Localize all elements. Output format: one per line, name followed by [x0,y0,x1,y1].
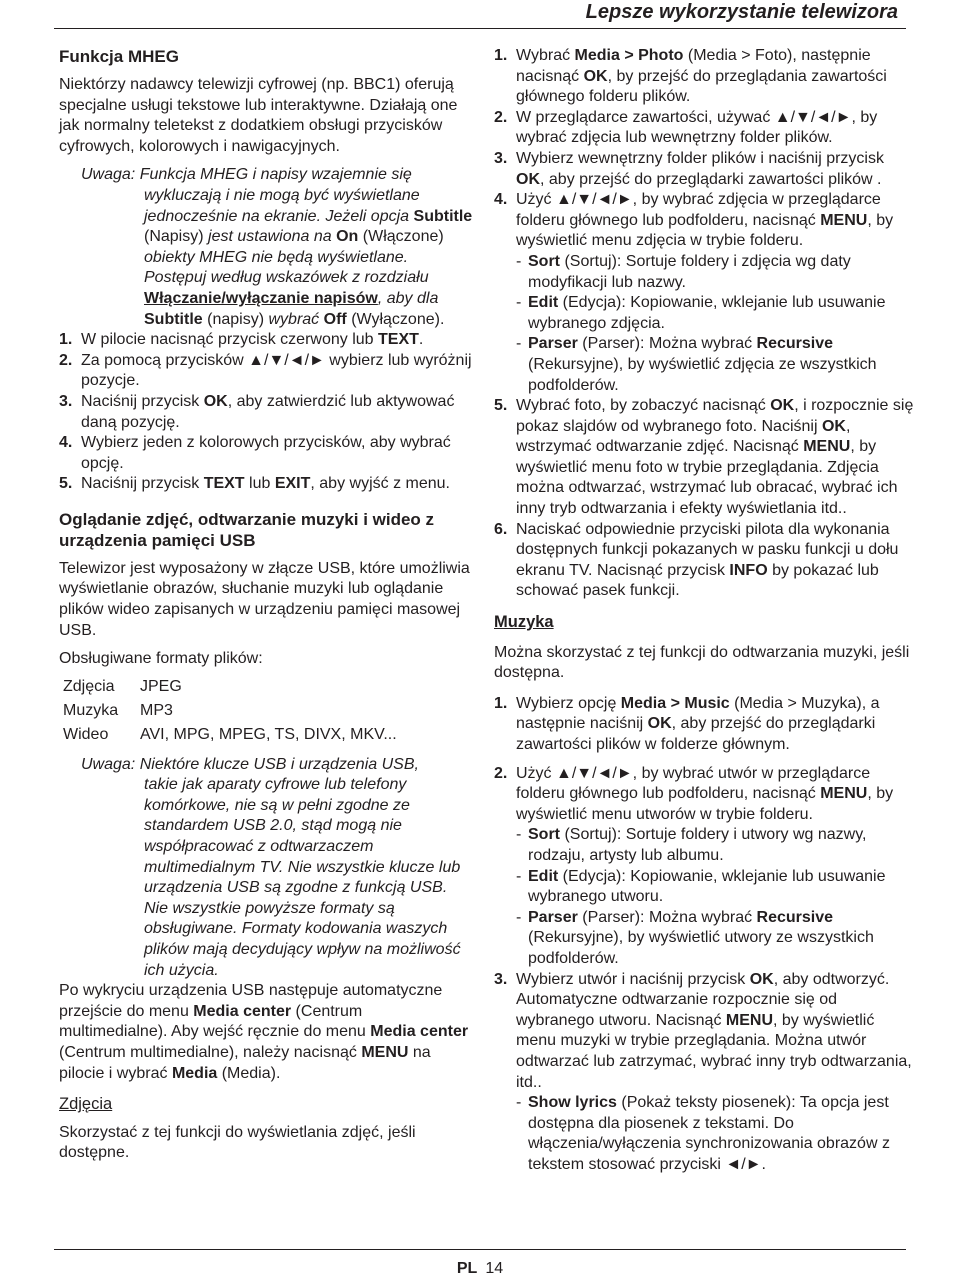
list-item: 2. Za pomocą przycisków ▲/▼/◄/► wybierz lub wyróżnij pozycje. [59,351,472,390]
list-item: - Parser (Parser): Można wybrać Recursive (Rekursyjne), by wyświetlić zdjęcia ze wszystkich podfolderów. [516,335,877,394]
header-divider [54,28,906,29]
list-item: 6. Naciskać odpowiednie przyciski pilota dla wykonania dostępnych funkcji pokazanych w pasku funkcji u dołu ekranu TV. Nacisnąć przycisk INFO by pokazać lub schować pasek funkcji. [494,520,899,600]
photos-intro: Skorzystać z tej funkcji do wyświetlania zdjęć, jeśli dostępne. [59,1123,416,1162]
list-item: 2. W przeglądarce zawartości, używać ▲/▼/◄/►, by wybrać zdjęcia lub wewnętrzny folder plików. [494,108,878,147]
section-title-mheg: Funkcja MHEG [59,47,179,66]
usb-auto-text: Po wykryciu urządzenia USB następuje automatyczne przejście do menu Media center (Centrum multimedialne). Aby wejść ręcznie do menu Media center (Centrum multimedialne), należy nacisnąć MENU na pilocie i wybrać Media (Media). [59,982,469,1082]
table-row: Muzyka MP3 [63,701,173,719]
list-item: 3. Wybierz wewnętrzny folder plików i naciśnij przycisk OK, aby przejść do przeglądarki zawartości plików . [494,149,884,188]
list-item: - Sort (Sortuj): Sortuje foldery i utwory wg nazwy, rodzaju, artysty lub albumu. [516,826,867,864]
table-row: Zdjęcia JPEG [63,678,182,696]
table-row: Wideo AVI, MPG, MPEG, TS, DIVX, MKV... [63,725,397,743]
list-item: - Edit (Edycja): Kopiowanie, wklejanie lub usuwanie wybranego zdjęcia. [516,294,886,332]
subsection-title-music: Muzyka [494,613,554,632]
mheg-steps [59,330,474,495]
list-item: 4. Użyć ▲/▼/◄/►, by wybrać zdjęcia w przeglądarce folderu głównego lub podfolderu, nacisnąć MENU, by wyświetlić menu zdjęcia w trybie folderu. - Sort (Sortuj): Sortuje foldery i zdjęcia wg daty modyfikacji lub nazwy. - Edit (Edycja): Kopiowanie, wklejanie lub usuwanie wybranego zdjęcia. - Parser (Parser): Można wybrać Recursive (Rekursyjne), by wyświetlić zdjęcia ze wszystkich podfolderów. [494,190,914,396]
formats-label: Obsługiwane formaty plików: [59,650,263,668]
language-code: PL [456,1260,478,1277]
list-item: 1. Wybierz opcję Media > Music (Media > Muzyka), a następnie naciśnij OK, aby przejść do przeglądarki zawartości plików w folderze głównym. [494,694,880,753]
mheg-note-body: Uwaga: Funkcja MHEG i napisy wzajemnie się wykluczają i nie mogą być wyświetlane jednocześnie na ekranie. Jeżeli opcja Subtitle (Napisy) jest ustawiona na On (Włączone) obiekty MHEG nie będą wyświetlane. Postępuj według wskazówek z rozdziału Włączanie/wyłączanie napisów, aby dla Subtitle (napisy) wybrać Off (Wyłączone). [81,166,473,328]
list-item: 2. Użyć ▲/▼/◄/►, by wybrać utwór w przeglądarce folderu głównego lub podfolderu, nacisnąć MENU, by wyświetlić menu utworów w trybie folderu. - Sort (Sortuj): Sortuje foldery i utwory wg nazwy, rodzaju, artysty lub albumu. - Edit (Edycja): Kopiowanie, wklejanie lub usuwanie wybranego utworu. - Parser (Parser): Można wybrać Recursive (Rekursyjne), by wyświetlić utwory ze wszystkich podfolderów. [494,764,914,970]
usb-intro: Telewizor jest wyposażony w złącze USB, które umożliwia wyświetlanie obrazów, słuchanie muzyki lub oglądanie plików wideo zapisanych w urządzeniu pamięci masowej USB. [59,559,470,639]
music-steps [494,694,914,1176]
page-number: 14 [485,1260,504,1277]
right-column [494,46,914,1175]
list-item: - Sort (Sortuj): Sortuje foldery i zdjęcia wg daty modyfikacji lub nazwy. [516,252,851,291]
photo-steps [494,46,914,602]
list-item: 4. Wybierz jeden z kolorowych przycisków, aby wybrać opcję. [59,434,451,472]
list-item: 3. Wybierz utwór i naciśnij przycisk OK, aby odtworzyć. Automatyczne odtwarzanie rozpocznie się od wybranego utworu. Nacisnąć MENU, by wyświetlić menu muzyki w trybie przeglądania. Można utwór odtwarzać lub zatrzymać, wybrać inny tryb odtwarzania, itd.. - Show lyrics (Pokaż teksty piosenek): Ta opcja jest dostępna dla piosenek z tekstami. Do włączenia/wyłączenia synchronizowania obrazów z tekstem stosować przyciski ◄/►. [494,970,914,1176]
music-intro: Można skorzystać z tej funkcji do odtwarzania muzyki, jeśli dostępna. [494,643,910,682]
section-title-usb: Oglądanie zdjęć, odtwarzanie muzyki i wideo z urządzenia pamięci USB [59,509,435,550]
list-item: 5. Wybrać foto, by zobaczyć nacisnąć OK, i rozpocznie się pokaz slajdów od wybranego foto. Naciśnij OK, wstrzymać odtwarzanie zdjęć. Nacisnąć MENU, by wyświetlić menu foto w trybie przeglądania. Zdjęcia można odtwarzać, wstrzymać lub obracać, wybrać ich inny tryb odtwarzania i efekty wyświetlania itd.. [494,397,914,518]
list-item: 1. W pilocie nacisnąć przycisk czerwony lub TEXT. [59,331,424,349]
mheg-intro: Niektórzy nadawcy telewizji cyfrowej (np. BBC1) oferują specjalne usługi tekstowe lub interaktywne. Działają one jak normalny teletekst z dodatkiem obsługi przycisków cyfrowych, kolorowych i nawigacyjnych. [59,76,458,155]
note-label: Uwaga: [81,166,136,184]
list-item: - Parser (Parser): Można wybrać Recursive (Rekursyjne), by wyświetlić utwory ze wszystkich podfolderów. [516,908,874,967]
left-column [59,46,474,1164]
list-item: - Show lyrics (Pokaż teksty piosenek): Ta opcja jest dostępna dla piosenek z tekstami. Do włączenia/wyłączenia synchronizowania obrazów z tekstem stosować przyciski ◄/►. [516,1094,890,1173]
list-item: 5. Naciśnij przycisk TEXT lub EXIT, aby wyjść z menu. [59,475,450,493]
list-item: - Edit (Edycja): Kopiowanie, wklejanie lub usuwanie wybranego utworu. [516,867,886,906]
formats-table [63,676,397,747]
usb-note: Uwaga: Niektóre klucze USB i urządzenia USB, takie jak aparaty cyfrowe lub telefony komórkowe, nie są w pełni zgodne ze standardem USB 2.0, stąd mogą nie współpracować z odtwarzaczem multimedialnym TV. Nie wszystkie klucze lub urządzenia USB są zgodne z funkcją USB. Nie wszystkie powyższe formaty są obsługiwane. Formaty kodowania waszych plików mają decydujący wpływ na możliwość ich użycia. [81,755,461,979]
link-subtitles-section[interactable]: Włączanie/wyłączanie napisów [144,289,378,307]
list-item: 1. Wybrać Media > Photo (Media > Foto), następnie nacisnąć OK, by przejść do przeglądania zawartości głównego folderu plików. [494,47,887,106]
page-header-title: Lepsze wykorzystanie telewizora [585,1,898,23]
list-item: 3. Naciśnij przycisk OK, aby zatwierdzić lub aktywować daną pozycję. [59,392,455,431]
footer-divider [54,1249,906,1250]
subsection-title-photos: Zdjęcia [59,1095,113,1114]
